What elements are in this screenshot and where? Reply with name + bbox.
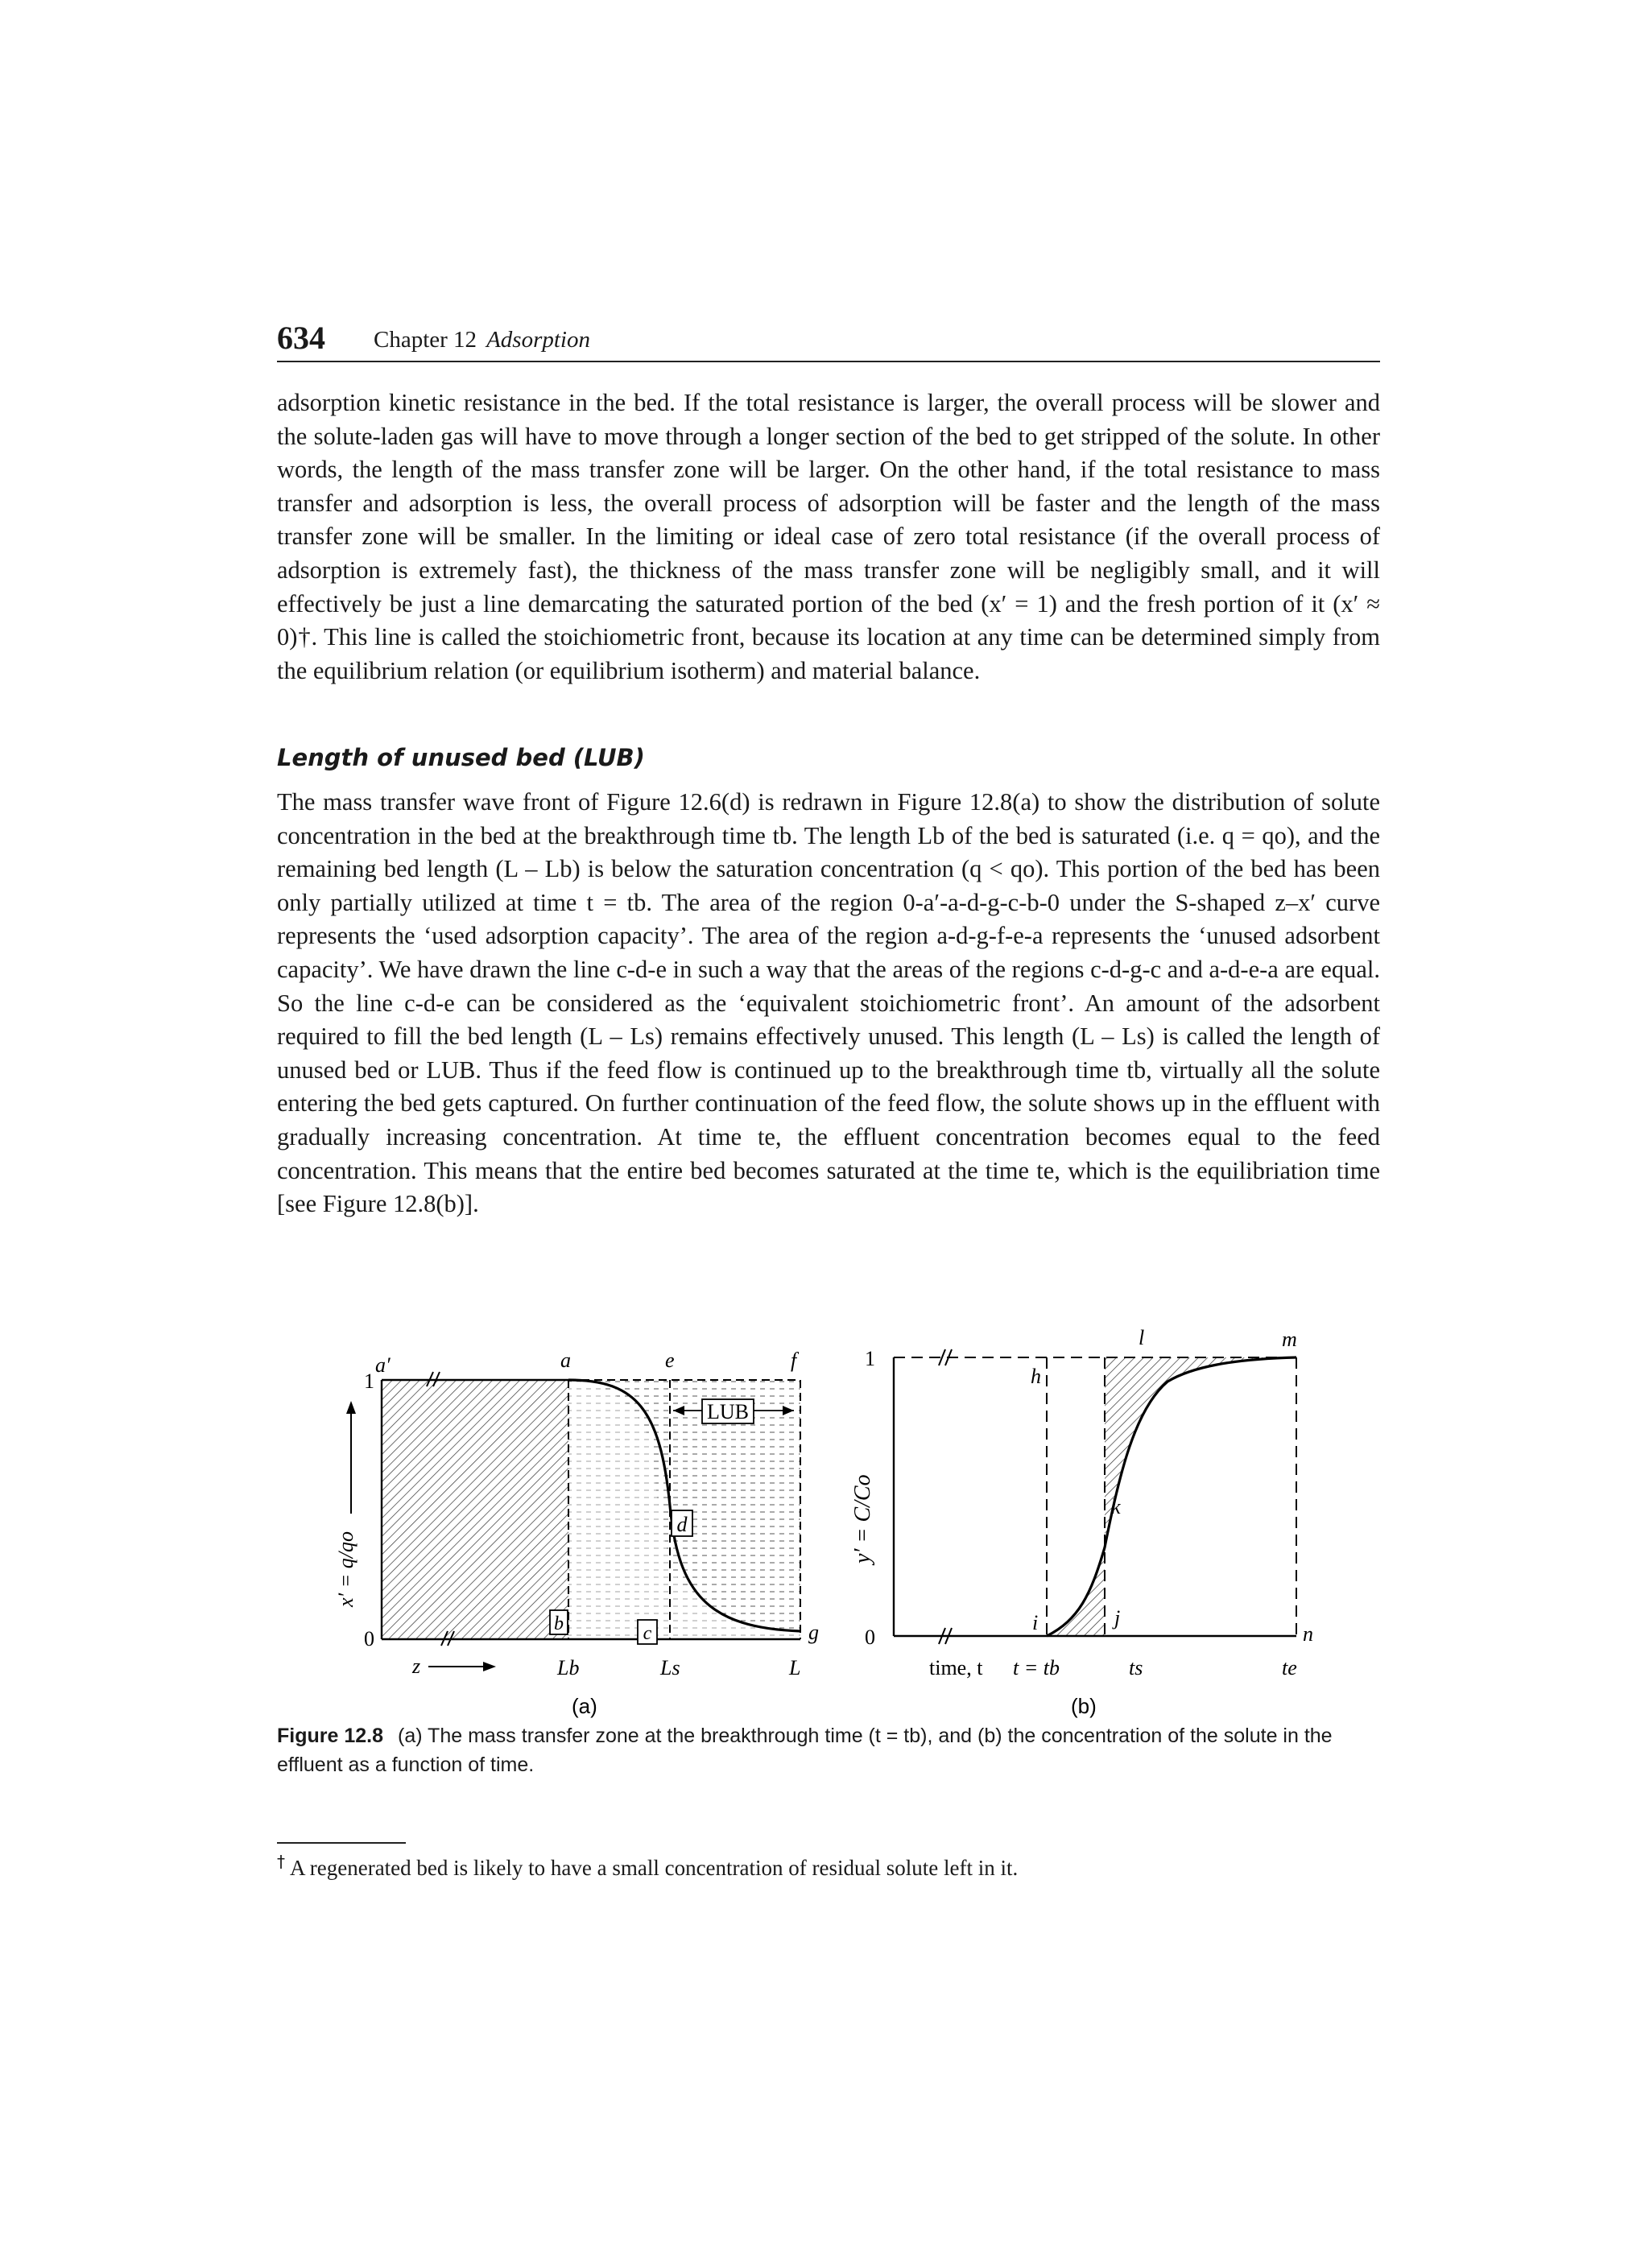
point-d: d: [676, 1513, 688, 1536]
panel-b-label: (b): [1071, 1694, 1097, 1718]
x-label-time: time, t: [929, 1656, 983, 1679]
footnote-text: A regenerated bed is likely to have a small concentration of residual solute left in it.: [290, 1856, 1019, 1880]
footnote-rule: [277, 1842, 406, 1844]
point-m: m: [1282, 1328, 1297, 1351]
point-h: h: [1031, 1365, 1041, 1388]
point-a: a: [560, 1349, 571, 1372]
x-label-lb: Lb: [557, 1656, 580, 1679]
panel-a-label: (a): [572, 1694, 597, 1718]
paragraph-1: [277, 386, 1380, 688]
point-c: c: [643, 1623, 652, 1644]
paragraph-2: [277, 786, 1380, 1221]
y-tick-0-a: 0: [364, 1627, 374, 1650]
caption-text: (a) The mass transfer zone at the breakthrough time (t = tb), and (b) the concentration of the solute in the effluent as a function of time.: [277, 1725, 1333, 1776]
lub-label: LUB: [707, 1400, 749, 1423]
point-e: e: [665, 1349, 675, 1372]
x-label-ts: ts: [1129, 1656, 1143, 1679]
x-label-ls: Ls: [660, 1656, 680, 1679]
chapter-title: Adsorption: [486, 327, 590, 353]
section-heading: Length of unused bed (LUB): [277, 744, 645, 771]
z-label: z: [412, 1655, 421, 1678]
footnote: [277, 1852, 1018, 1881]
mass-transfer-zone: [568, 1380, 800, 1639]
panel-b: [850, 1326, 1313, 1718]
paragraph-1-text: adsorption kinetic resistance in the bed. If the total resistance is larger, the overall process will be slower and the solute-laden gas will have to move through a longer section of the bed to get stripped of the solute. In other words, the length of the mass transfer zone will be larger. On the other hand, if the total resistance to mass transfer and adsorption is less, the overall process of adsorption will be faster and the length of the mass transfer zone will be smaller. In the limiting or ideal case of zero total resistance (if the overall process of adsorption is extremely fast), the thickness of the mass transfer zone will be negligibly small, and it will effectively be just a line demarcating the saturated portion of the bed (x′ = 1) and the fresh portion of it (x′ ≈ 0)†. This line is called the stoichiometric front, because its location at any time can be determined simply from the equilibrium relation (or equilibrium isotherm) and material balance.: [277, 389, 1380, 684]
hatched-region-upper: [1105, 1357, 1296, 1547]
y-tick-1-b: 1: [865, 1347, 875, 1370]
point-a-prime: a′: [375, 1353, 391, 1377]
point-j: j: [1114, 1606, 1121, 1630]
y-axis-label-a: x′ = q/qo: [334, 1531, 357, 1607]
point-f: f: [791, 1349, 797, 1372]
figure-caption: [277, 1721, 1380, 1779]
paragraph-2-text: The mass transfer wave front of Figure 12.6(d) is redrawn in Figure 12.8(a) to show the distribution of solute concentration in the bed at the breakthrough time tb. The length Lb of the bed is saturated (i.e. q = qo), and the remaining bed length (L – Lb) is below the saturation concentration (q < qo). This portion of the bed has been only partially utilized at time t = tb. The area of the region 0-a′-a-d-g-c-b-0 under the S-shaped z–x′ curve represents the ‘used adsorption capacity’. The area of the region a-d-g-f-e-a represents the ‘unused adsorbent capacity’. We have drawn the line c-d-e in such a way that the areas of the regions c-d-g-c and a-d-e-a are equal. So the line c-d-e can be considered as the ‘equivalent stoichiometric front’. An amount of the adsorbent required to fill the bed length (L – Ls) remains effectively unused. This length (L – Ls) is called the length of unused bed or LUB. Thus if the feed flow is continued up to the breakthrough time tb, virtually all the solute entering the bed gets captured. On further continuation of the feed flow, the solute shows up in the effluent with gradually increasing concentration. At time te, the effluent concentration becomes equal to the feed concentration. This means that the entire bed becomes saturated at the time te, which is the equilibriation time [see Figure 12.8(b)].: [277, 788, 1380, 1218]
caption-label: Figure 12.8: [277, 1725, 383, 1747]
chapter-number: Chapter 12: [374, 327, 477, 353]
point-b: b: [554, 1613, 564, 1634]
point-k: k: [1111, 1495, 1121, 1518]
chapter-label: [374, 327, 590, 353]
hatched-region-lower: [1047, 1547, 1105, 1636]
y-tick-1-a: 1: [364, 1369, 374, 1393]
y-tick-0-b: 0: [865, 1626, 875, 1649]
page-number: 634: [277, 320, 325, 356]
point-l: l: [1139, 1326, 1145, 1349]
x-label-l: L: [789, 1656, 801, 1679]
point-g: g: [808, 1621, 819, 1644]
footnote-mark: †: [277, 1852, 285, 1871]
panel-a: [334, 1349, 819, 1718]
saturated-region: [382, 1380, 568, 1639]
x-label-tb: t = tb: [1013, 1656, 1060, 1679]
figure-diagram: [306, 1320, 1385, 1723]
y-axis-label-b: y′ = C/Co: [850, 1474, 875, 1564]
x-label-te: te: [1282, 1656, 1297, 1679]
point-n: n: [1303, 1622, 1313, 1646]
point-i: i: [1032, 1611, 1039, 1634]
figure-12-8: [306, 1320, 1385, 1723]
breakthrough-curve: [1047, 1357, 1296, 1636]
running-header: [277, 319, 1380, 362]
